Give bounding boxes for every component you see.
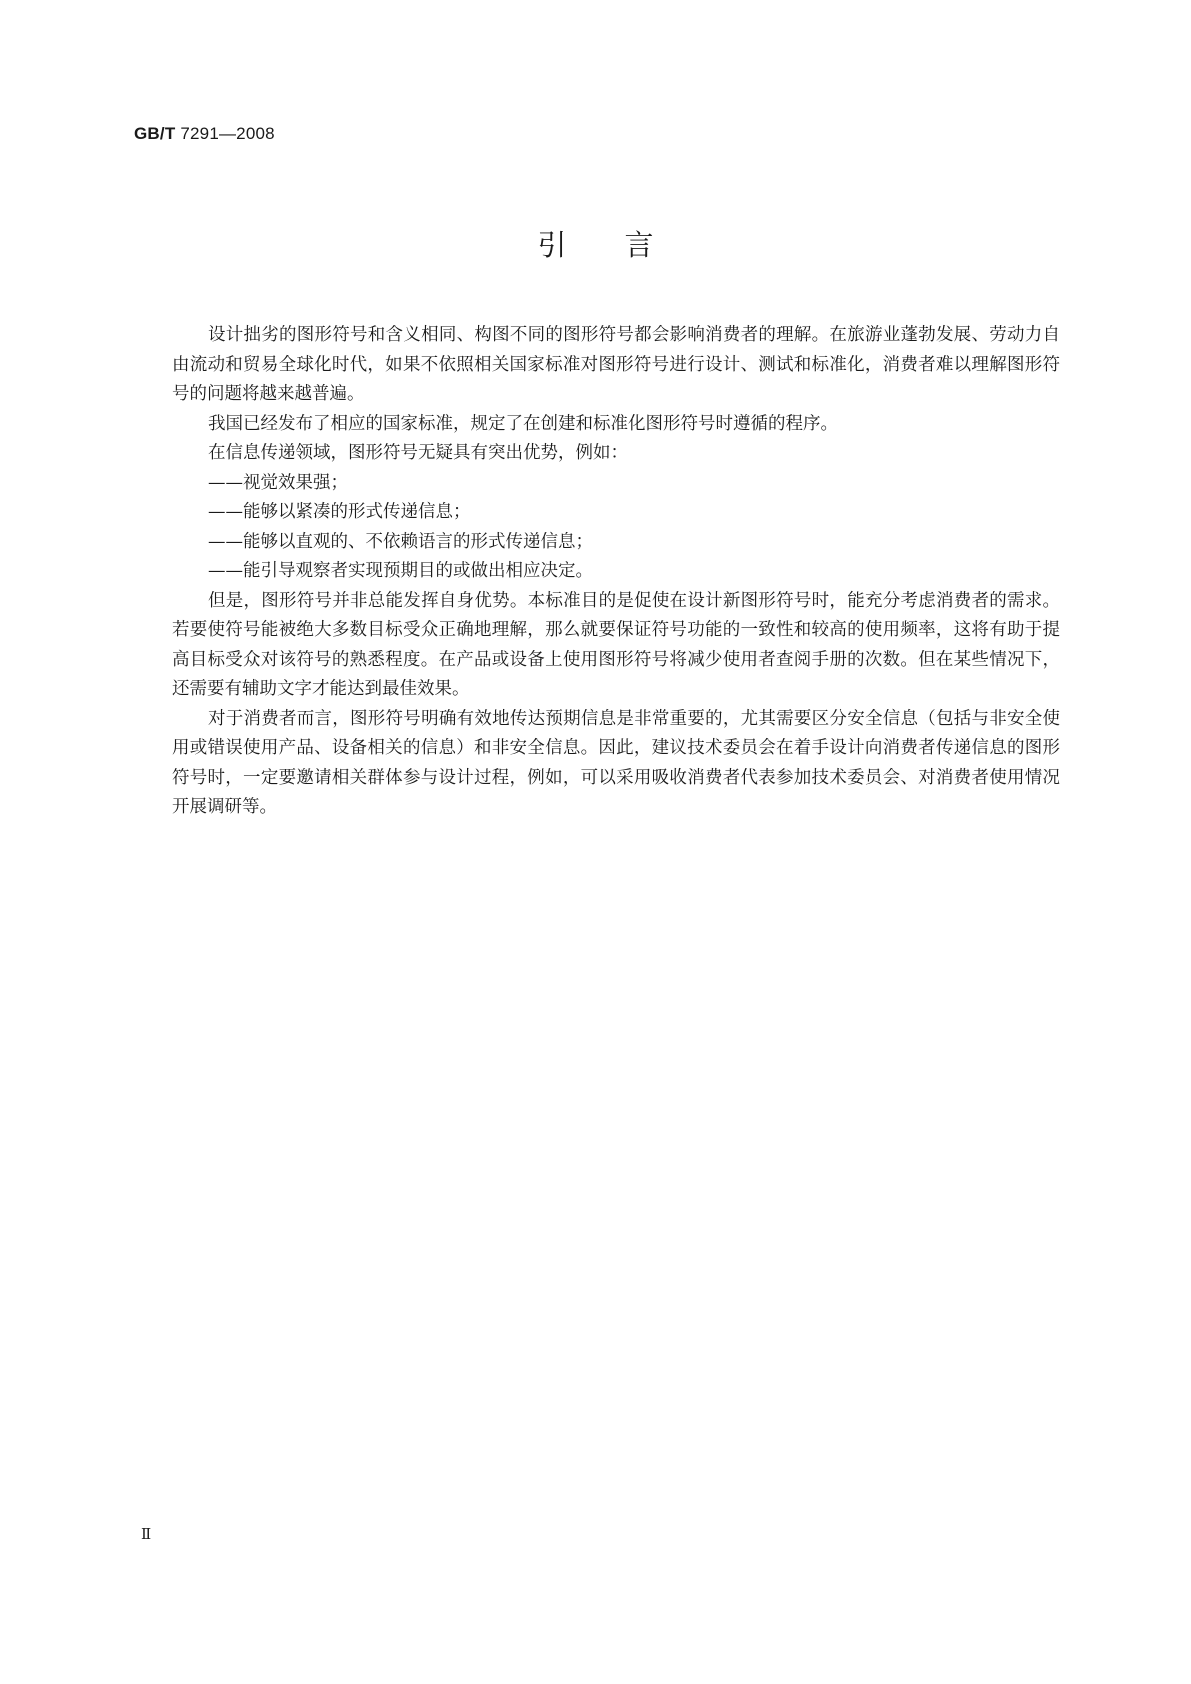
paragraph: 在信息传递领域，图形符号无疑具有突出优势，例如： <box>208 443 628 463</box>
paragraph: 但是，图形符号并非总能发挥自身优势。本标准目的是促使在设计新图形符号时，能充分考虑消费者的需求。若要使符号能被绝大多数目标受众正确地理解，那么就要保证符号功能的一致性和较高的使用频率，这将有助于提高目标受众对该符号的熟悉程度。在产品或设备上使用图形符号将减少使用者查阅手册的次数。但在某些情况下，还需要有辅助文字才能达到最佳效果。 <box>172 590 1060 699</box>
list-item: ——能引导观察者实现预期目的或做出相应决定。 <box>208 561 593 581</box>
paragraph: 我国已经发布了相应的国家标准，规定了在创建和标准化图形符号时遵循的程序。 <box>208 413 838 434</box>
standard-number: 7291—2008 <box>180 124 275 143</box>
page-number: Ⅱ <box>141 1525 152 1543</box>
list-item: ——视觉效果强； <box>208 472 348 493</box>
paragraph: 对于消费者而言，图形符号明确有效地传达预期信息是非常重要的，尤其需要区分安全信息（包括与非安全使用或错误使用产品、设备相关的信息）和非安全信息。因此，建议技术委员会在着手设计向消费者传递信息的图形符号时，一定要邀请相关群体参与设计过程，例如，可以采用吸收消费者代表参加技术委员会、对消费者使用情况开展调研等。 <box>172 708 1060 817</box>
section-title: 引言 <box>537 228 712 262</box>
standard-code <box>134 124 275 144</box>
list-item: ——能够以直观的、不依赖语言的形式传递信息； <box>208 531 593 552</box>
paragraph: 设计拙劣的图形符号和含义相同、构图不同的图形符号都会影响消费者的理解。在旅游业蓬勃发展、劳动力自由流动和贸易全球化时代，如果不依照相关国家标准对图形符号进行设计、测试和标准化，消费者难以理解图形符号的问题将越来越普遍。 <box>172 325 1060 404</box>
introduction-body <box>172 321 1060 823</box>
list-item: ——能够以紧凑的形式传递信息； <box>208 502 471 522</box>
standard-prefix: GB/T <box>134 124 176 143</box>
